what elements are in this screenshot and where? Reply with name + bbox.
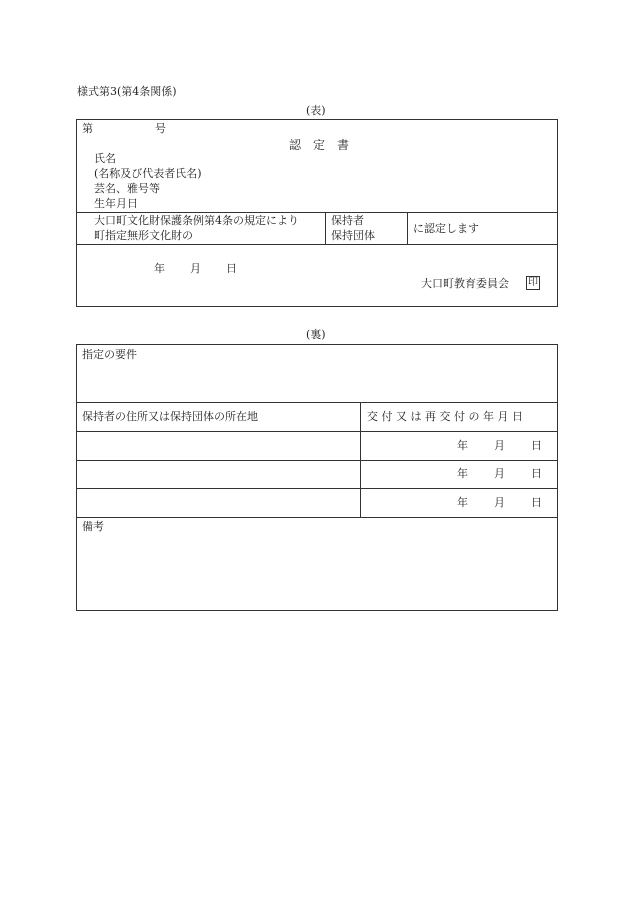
holder-group-label: 保持団体 (331, 229, 375, 242)
issue-month-label: 月 (190, 262, 201, 275)
requirements-label: 指定の要件 (82, 348, 137, 361)
holder-label: 保持者 (331, 214, 364, 227)
row2-day: 日 (531, 467, 542, 480)
stage-name-label: 芸名、雅号等 (94, 182, 160, 195)
address-header: 保持者の住所又は保持団体の所在地 (82, 410, 258, 423)
back-divider-vertical (360, 402, 361, 517)
front-divider-upper (76, 212, 558, 213)
back-record-table (76, 344, 558, 611)
name-label: 氏名 (94, 152, 116, 165)
issue-date-header: 交 付 又 は 再 交 付 の 年 月 日 (367, 410, 523, 423)
statement-line-2: 町指定無形文化財の (94, 229, 193, 242)
front-divider-lower (76, 244, 558, 245)
row2-year: 年 (457, 467, 468, 480)
birthdate-label: 生年月日 (94, 197, 138, 210)
row1-month: 月 (494, 439, 505, 452)
issue-year-label: 年 (154, 262, 165, 275)
row3-year: 年 (457, 496, 468, 509)
form-label: 様式第3(第4条関係) (77, 85, 177, 98)
back-divider-2 (76, 431, 558, 432)
row2-month: 月 (494, 467, 505, 480)
issue-day-label: 日 (226, 262, 237, 275)
name-representative-label: (名称及び代表者氏名) (94, 167, 202, 180)
front-divider-vertical-2 (407, 212, 408, 244)
back-heading: (裏) (306, 328, 326, 341)
row3-month: 月 (494, 496, 505, 509)
back-divider-5 (76, 517, 558, 518)
back-divider-1 (76, 402, 558, 403)
remarks-label: 備考 (82, 520, 104, 533)
row1-day: 日 (531, 439, 542, 452)
issuer-name: 大口町教育委員会 (421, 277, 509, 290)
row1-year: 年 (457, 439, 468, 452)
front-divider-vertical-1 (325, 212, 326, 244)
certificate-title: 認 定 書 (289, 138, 350, 152)
number-suffix: 号 (155, 122, 166, 135)
seal-mark: 印 (528, 277, 538, 288)
back-divider-3 (76, 460, 558, 461)
statement-line-1: 大口町文化財保護条例第4条の規定により (94, 214, 299, 227)
back-divider-4 (76, 488, 558, 489)
row3-day: 日 (531, 496, 542, 509)
front-heading: (表) (306, 104, 326, 117)
number-prefix: 第 (82, 122, 93, 135)
certify-text: に認定します (413, 222, 479, 235)
